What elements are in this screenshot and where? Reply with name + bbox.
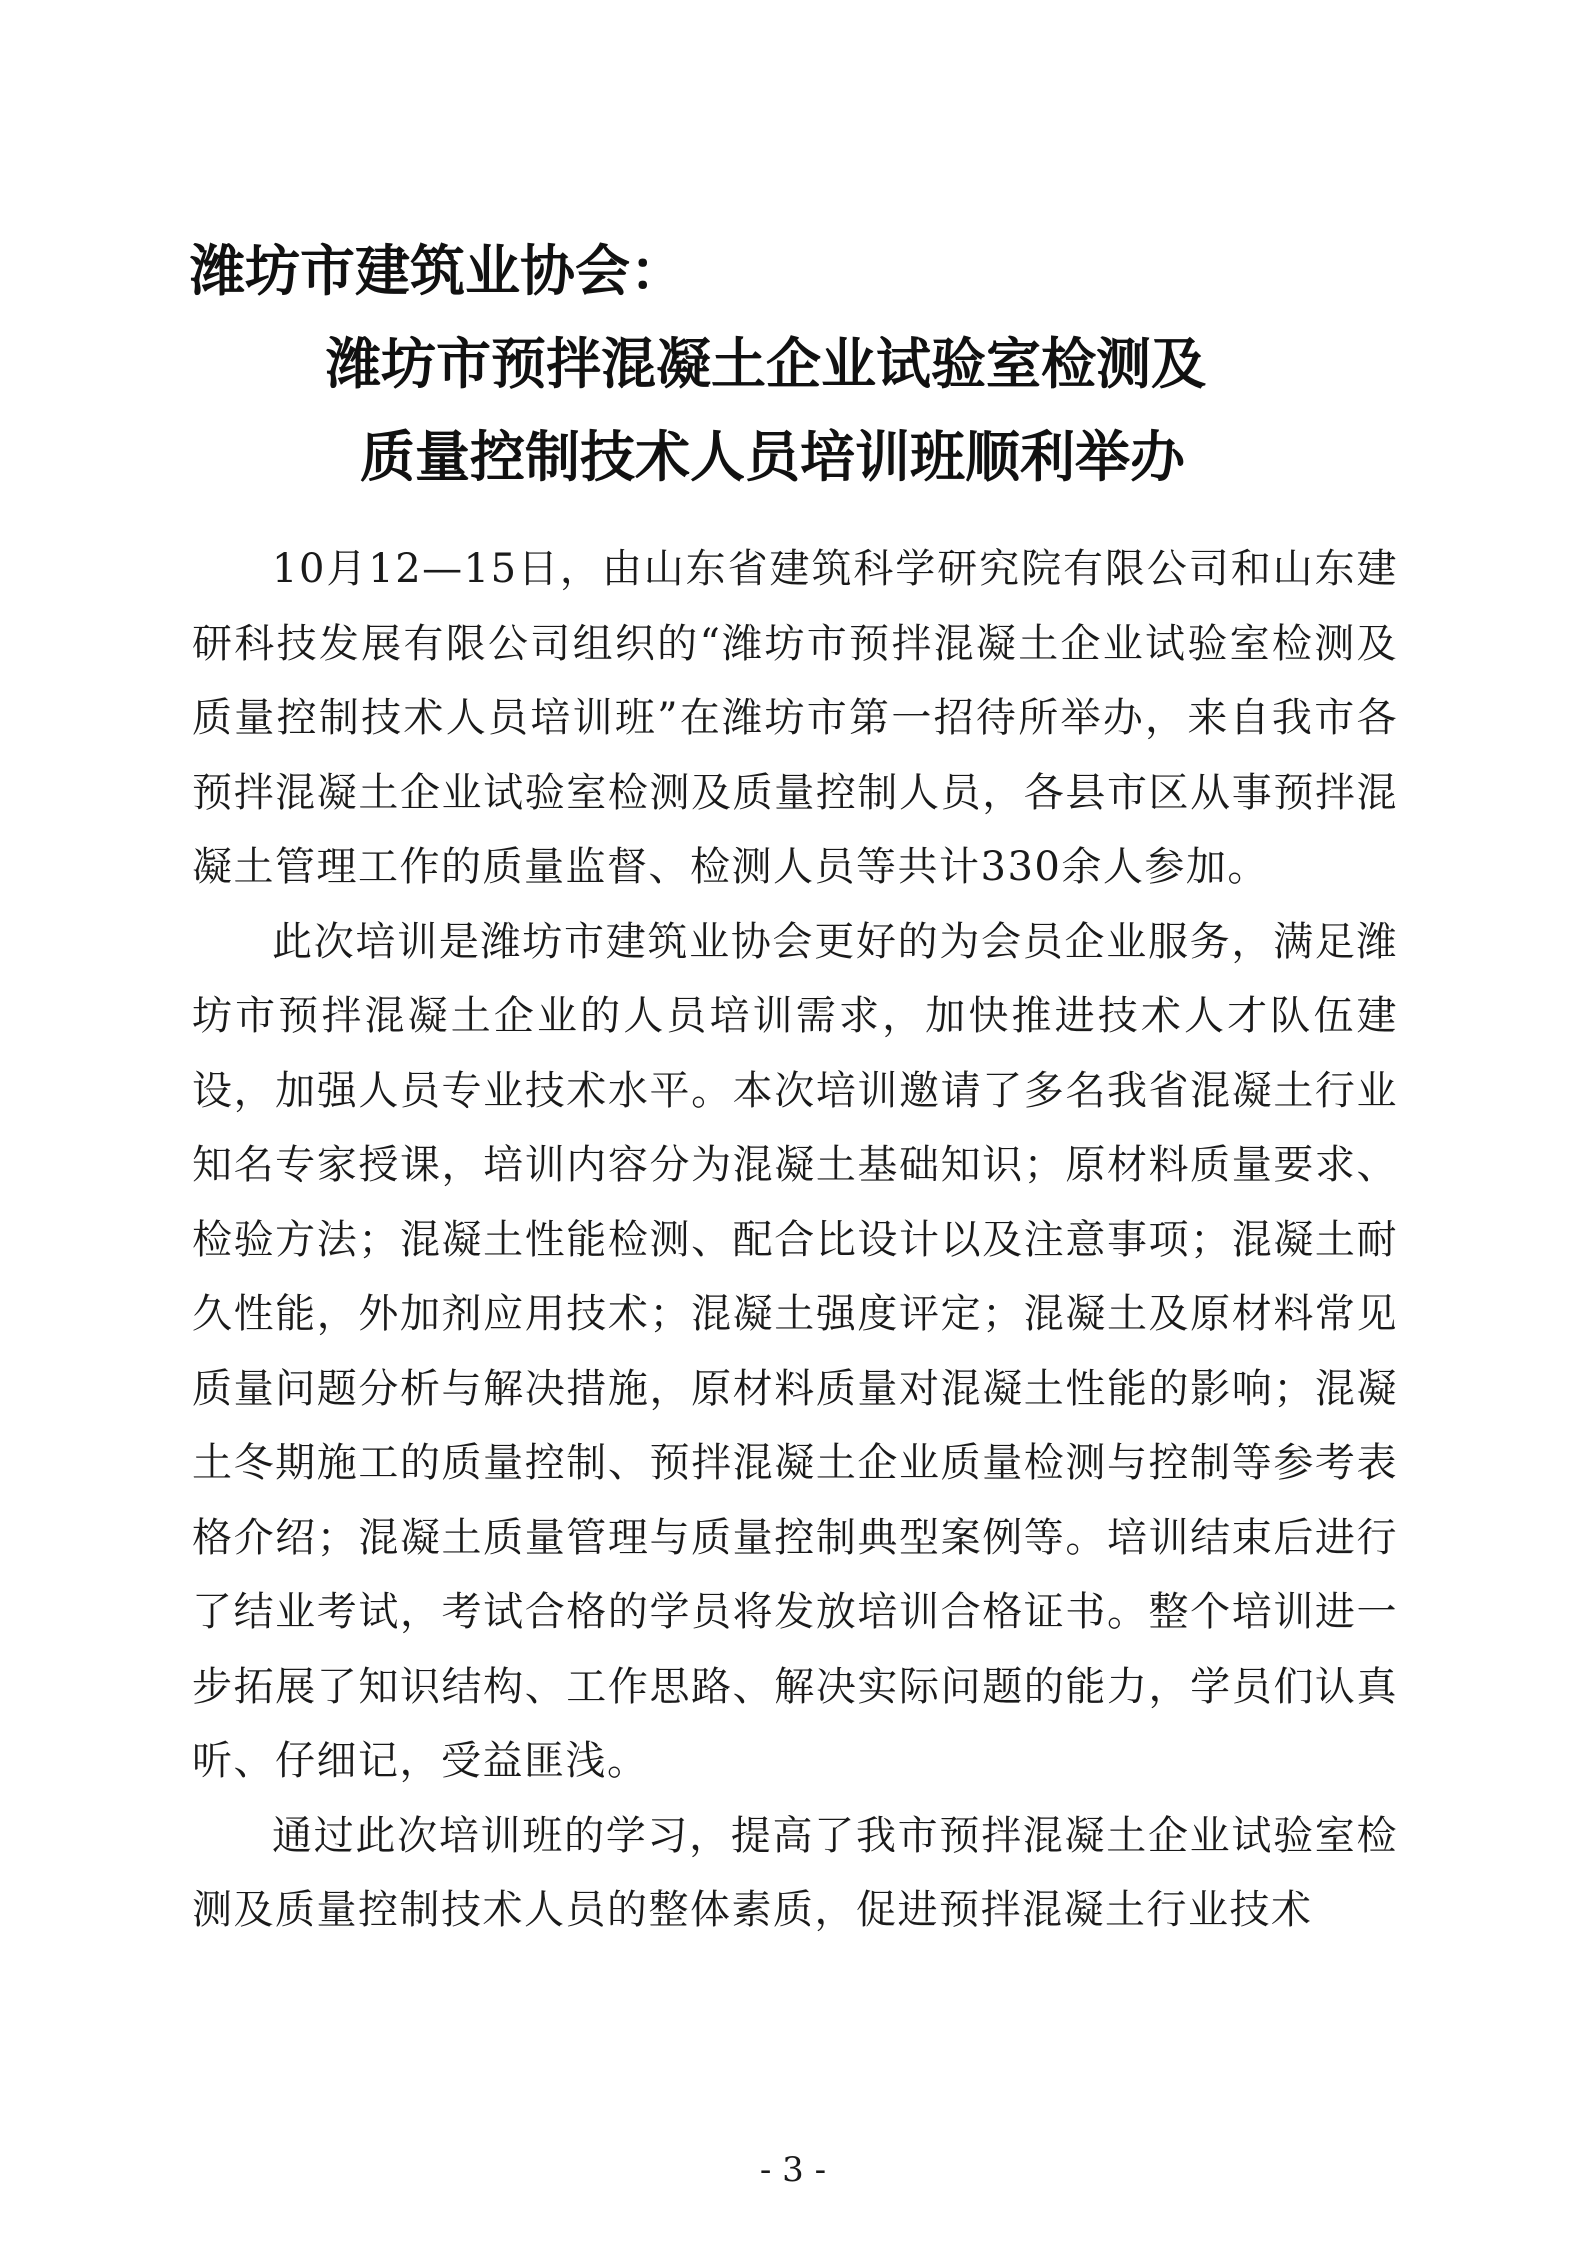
article-title — [190, 225, 1400, 504]
title-line-sub: 质量控制技术人员培训班顺利举办 — [360, 425, 1186, 489]
page-number: - 3 - — [759, 2150, 827, 2190]
paragraph-intro: 10月12—15日，由山东省建筑科学研究院有限公司和山东建研科技发展有限公司组织的“潍坊市预拌混凝土企业试验室检测及质量控制技术人员培训班”在潍坊市第一招待所举办，来自我市各预拌混凝土企业试验室检测及质量控制人员，各县市区从事预拌混凝土管理工作的质量监督、检测人员等共计330余人参加。 — [192, 546, 1398, 890]
paragraph-outcome: 通过此次培训班的学习，提高了我市预拌混凝土企业试验室检测及质量控制技术人员的整体素质，促进预拌混凝土行业技术 — [192, 1812, 1398, 1933]
title-line-main: 潍坊市预拌混凝土企业试验室检测及 — [326, 332, 1207, 396]
article-body — [192, 532, 1398, 1948]
title-line-organization: 潍坊市建筑业协会： — [190, 239, 686, 303]
paragraph-training-content: 此次培训是潍坊市建筑业协会更好的为会员企业服务，满足潍坊市预拌混凝土企业的人员培训需求，加快推进技术人才队伍建设，加强人员专业技术水平。本次培训邀请了多名我省混凝土行业知名专家授课，培训内容分为混凝土基础知识；原材料质量要求、检验方法；混凝土性能检测、配合比设计以及注意事项；混凝土耐久性能，外加剂应用技术；混凝土强度评定；混凝土及原材料常见质量问题分析与解决措施，原材料质量对混凝土性能的影响；混凝土冬期施工的质量控制、预拌混凝土企业质量检测与控制等参考表格介绍；混凝土质量管理与质量控制典型案例等。培训结束后进行了结业考试，考试合格的学员将发放培训合格证书。整个培训进一步拓展了知识结构、工作思路、解决实际问题的能力，学员们认真听、仔细记，受益匪浅。 — [192, 918, 1398, 1784]
